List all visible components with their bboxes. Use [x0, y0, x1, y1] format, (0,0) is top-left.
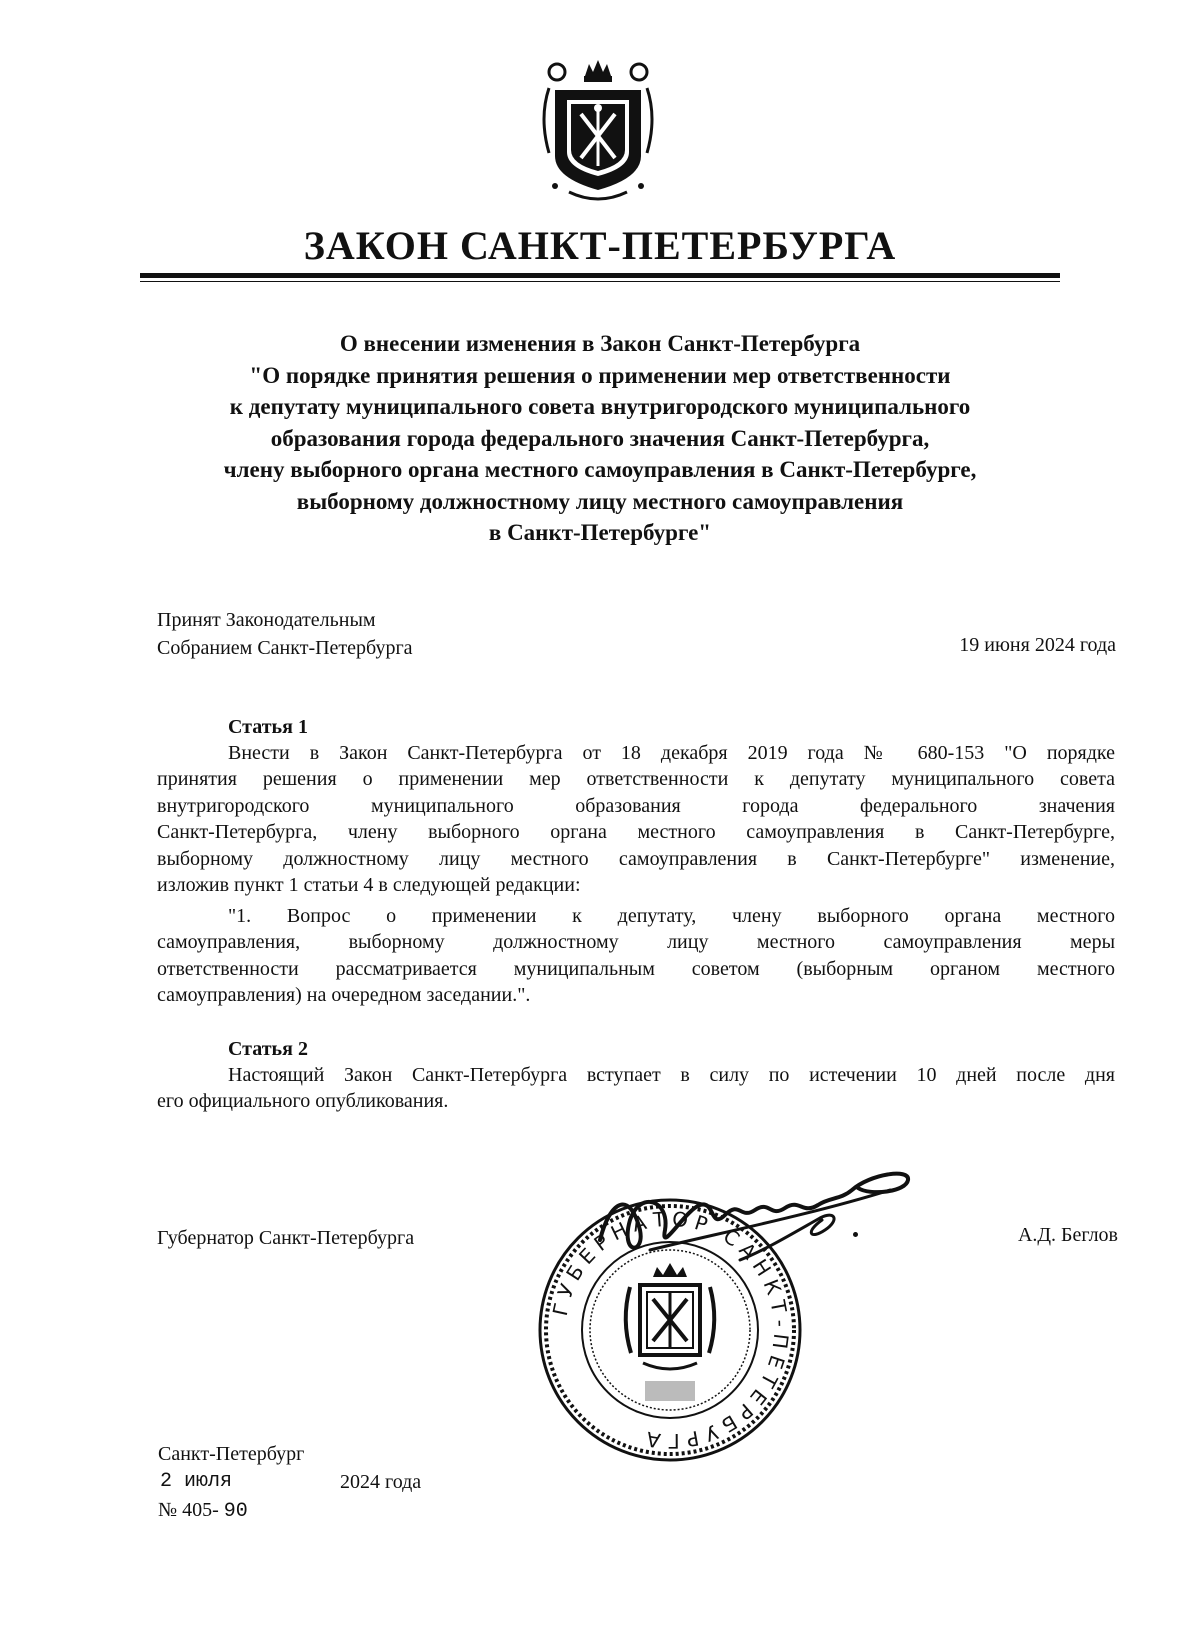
governor-title: Губернатор Санкт-Петербурга — [157, 1227, 415, 1249]
document-title: ЗАКОН САНКТ-ПЕТЕРБУРГА — [303, 223, 897, 268]
paragraph-line: "1. Вопрос о применении к депутату, члену выборного органа местного — [228, 905, 1115, 927]
article-1-heading: Статья 1 — [228, 716, 308, 738]
signing-date — [158, 1468, 478, 1496]
adopted-line: Принят Законодательным — [157, 609, 376, 631]
coat-of-arms-icon — [535, 58, 661, 203]
governor-name: А.Д. Беглов — [1017, 1224, 1118, 1246]
adopted-line: Собранием Санкт-Петербурга — [157, 637, 413, 659]
signature-dot — [853, 1232, 858, 1237]
paragraph-line: ответственности рассматривается муниципальным советом (выборным органом местного — [157, 957, 1115, 980]
paragraph-line: изложив пункт 1 статьи 4 в следующей редакции: — [157, 874, 581, 897]
article-1-paragraph-2 — [157, 903, 1115, 1009]
signing-year: 2024 года — [340, 1471, 422, 1493]
adopted-by-block — [157, 606, 413, 662]
law-subject-heading — [120, 328, 1080, 549]
paragraph-line: Внести в Закон Санкт-Петербурга от 18 декабря 2019 года № 680-153 "О порядке — [228, 742, 1115, 764]
seal-outer-text: ГУБЕРНАТОР САНКТ-ПЕТЕРБУРГА — [547, 1206, 794, 1454]
adopted-date: 19 июня 2024 года — [959, 634, 1116, 656]
paragraph-line: его официального опубликования. — [157, 1090, 449, 1113]
paragraph-line: самоуправления, выборному должностному лицу местного самоуправления меры — [157, 931, 1115, 954]
article-2-heading: Статья 2 — [228, 1038, 308, 1060]
title-underline-thin — [140, 281, 1060, 282]
signing-day: 2 — [160, 1470, 173, 1493]
paragraph-line: выборному должностному лицу местного самоуправления в Санкт-Петербурге" изменение, — [157, 847, 1115, 870]
law-number-prefix: № 405- — [158, 1499, 219, 1521]
signing-month: июля — [184, 1470, 233, 1493]
subject-line: к депутату муниципального совета внутригородского муниципального — [229, 394, 971, 419]
paragraph-line: Санкт-Петербурга, члену выборного органа местного самоуправления в Санкт-Петербурге, — [157, 821, 1115, 844]
subject-line: "О порядке принятия решения о применении мер ответственности — [249, 362, 951, 388]
signing-place-date-number — [158, 1440, 478, 1526]
signature-icon — [590, 1160, 960, 1270]
paragraph-line: Настоящий Закон Санкт-Петербурга вступает в силу по истечении 10 дней после дня — [228, 1064, 1115, 1086]
subject-line: образования города федерального значения Санкт-Петербурга, — [270, 425, 930, 451]
article-2-paragraph — [157, 1062, 1115, 1115]
article-1-paragraph-1 — [157, 740, 1115, 898]
title-underline-thick — [140, 273, 1060, 278]
law-number — [158, 1496, 478, 1526]
subject-line: выборному должностному лицу местного самоуправления — [296, 488, 904, 514]
paragraph-line: принятия решения о применении мер ответственности к депутату муниципального совета — [157, 768, 1115, 791]
law-number-value: 90 — [223, 1500, 248, 1523]
paragraph-line: самоуправления) на очередном заседании.". — [157, 984, 531, 1007]
signing-day-month — [160, 1468, 232, 1496]
paragraph-line: внутригородского муниципального образования города федерального значения — [157, 794, 1115, 817]
subject-line: члену выборного органа местного самоуправления в Санкт-Петербурге, — [223, 457, 977, 482]
signing-city: Санкт-Петербург — [158, 1443, 305, 1465]
subject-line: в Санкт-Петербурге" — [488, 520, 712, 545]
subject-line: О внесении изменения в Закон Санкт-Петербурга — [339, 331, 861, 356]
